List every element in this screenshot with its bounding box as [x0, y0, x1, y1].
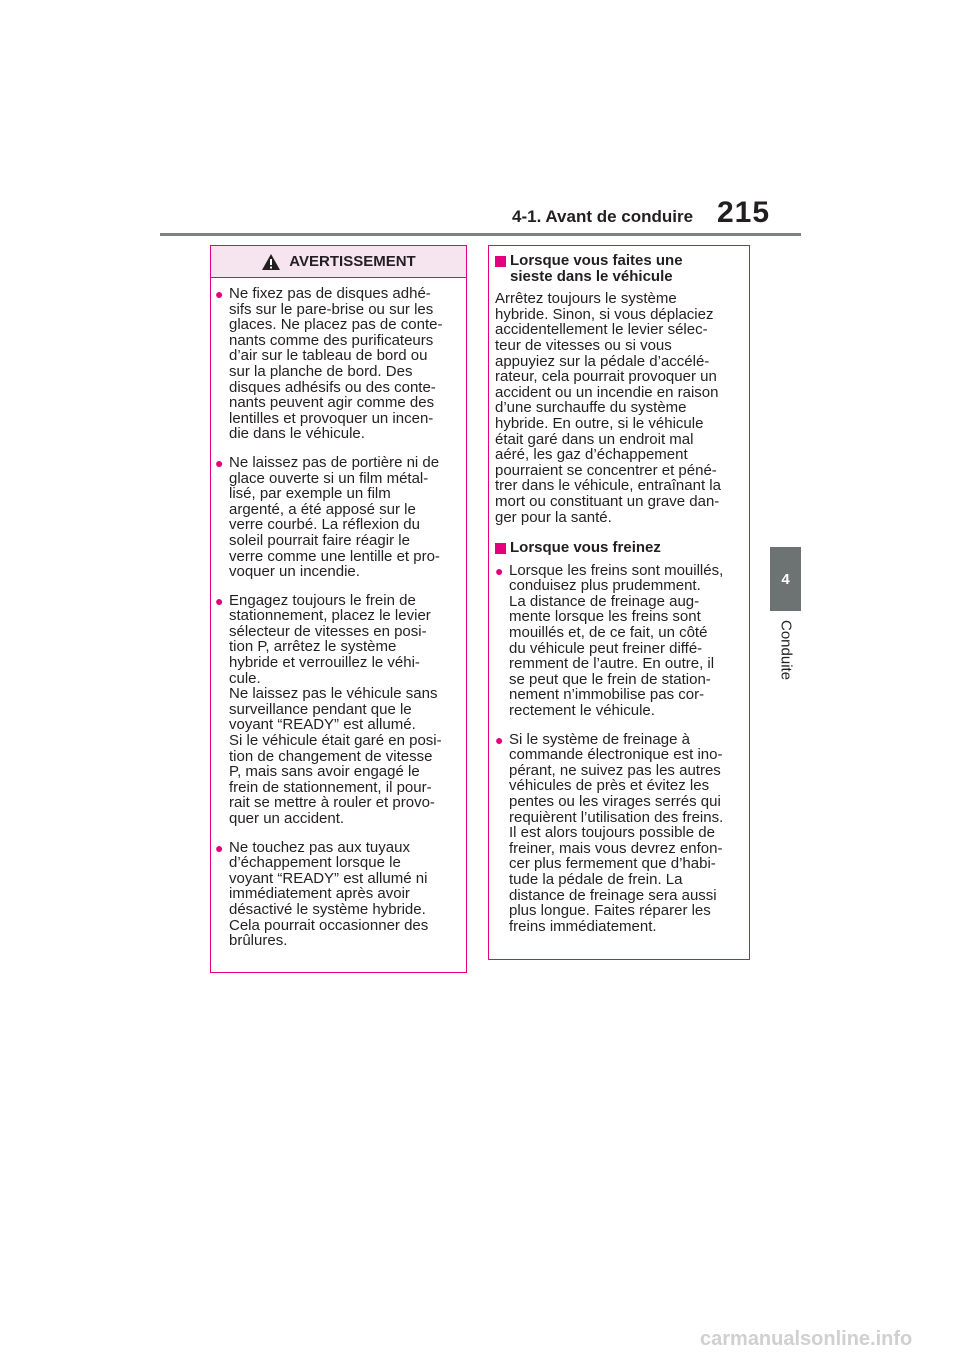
bullet-icon: ● — [215, 592, 224, 609]
section-heading-nap — [495, 253, 743, 284]
watermark: carmanualsonline.info — [700, 1328, 913, 1350]
section-title-brakes: Lorsque vous freinez — [510, 539, 661, 557]
info-box — [488, 245, 750, 960]
brake-item — [495, 563, 743, 719]
warning-item-text: Ne touchez pas aux tuyaux d’échappement lorsque le voyant “READY” est allumé ni immédiatement après avoir désactivé le système hybride. Cela pourrait occasionner des brûlures. — [229, 838, 429, 950]
warning-list — [211, 278, 466, 949]
bullet-icon: ● — [215, 839, 224, 856]
chapter-tab[interactable] — [770, 547, 801, 611]
section-text-nap: Arrêtez toujours le système hybride. Sinon, si vous déplaciez accidentellement le levier sélec- teur de vitesses ou si vous appuyiez sur la pédale d’accélé- rateur, cela pourrait provoquer un accident ou un incendie en raison d’une surchauffe du système hybride. En outre, si le véhicule était garé dans un endroit mal aéré, les gaz d’échappement pourraient se concentrer et péné- trer dans le véhicule, entraînant la mort ou constituant un grave dan- ger pour la santé. — [495, 290, 721, 526]
section-heading-brakes — [495, 540, 743, 556]
warning-triangle-icon — [261, 253, 281, 271]
warning-item — [215, 455, 460, 580]
warning-title: AVERTISSEMENT — [289, 253, 416, 270]
brake-item-text: Si le système de freinage à commande électronique est ino- pérant, ne suivez pas les autres véhicules de près et évitez les pentes ou les virages serrés qui requièrent l’utilisation des freins. Il est alors toujours possible de freiner, mais vous devrez enfon- cer plus fermement que d’habi- tude la pédale de frein. La distance de freinage sera aussi plus longue. Faites réparer les freins immédiatement. — [509, 730, 724, 935]
warning-item — [215, 593, 460, 827]
square-bullet-icon — [495, 256, 506, 267]
warning-box — [210, 245, 467, 973]
warning-item-text: Ne laissez pas de portière ni de glace ouverte si un film métal- lisé, par exemple un film argenté, a été apposé sur le verre courbé. La réflexion du soleil pourrait faire réagir le verre comme une lentille et pro- voquer un incendie. — [229, 453, 440, 581]
bullet-icon: ● — [495, 562, 504, 579]
warning-header — [211, 246, 466, 278]
bullet-icon: ● — [495, 731, 504, 748]
chapter-number: 4 — [781, 570, 790, 588]
warning-item — [215, 840, 460, 949]
section-title-nap: Lorsque vous faites une sieste dans le véhicule — [510, 252, 683, 285]
section-title: 4-1. Avant de conduire — [512, 207, 694, 226]
header-divider — [160, 233, 801, 236]
brake-item-text: Lorsque les freins sont mouillés, conduisez plus prudemment. La distance de freinage aug- mente lorsque les freins sont mouillés et, de ce fait, un côté du véhicule peut freiner diffé- remment de l’autre. En outre, il se peut que le frein de station- nement n’immobilise pas cor- rectement le véhicule. — [509, 561, 724, 720]
warning-item — [215, 286, 460, 442]
warning-item-text: Ne fixez pas de disques adhé- sifs sur le pare-brise ou sur les glaces. Ne placez pas de conte- nants comme des purificateurs d’air sur le tableau de bord ou sur la planche de bord. Des disques adhésifs ou des conte- nants peuvent agir comme des lentilles et provoquer un incen- die dans le véhicule. — [229, 285, 443, 443]
square-bullet-icon — [495, 543, 506, 554]
brake-item — [495, 732, 743, 935]
bullet-icon: ● — [215, 286, 224, 302]
chapter-label: Conduite — [777, 620, 795, 681]
bullet-icon: ● — [215, 454, 224, 471]
page-number: 215 — [717, 196, 771, 229]
warning-item-text: Engagez toujours le frein de stationnement, placez le levier sélecteur de vitesses en posi- tion P, arrêtez le système hybride et verrouillez le véhi- cule. Ne laissez pas le véhicule sans surveillance pendant que le voyant “READY” est allumé. Si le véhicule était garé en posi- tion de changement de vitesse P, mais sans avoir engagé le frein de stationnement, il pour- rait se mettre à rouler et provo- quer un accident. — [229, 591, 442, 827]
